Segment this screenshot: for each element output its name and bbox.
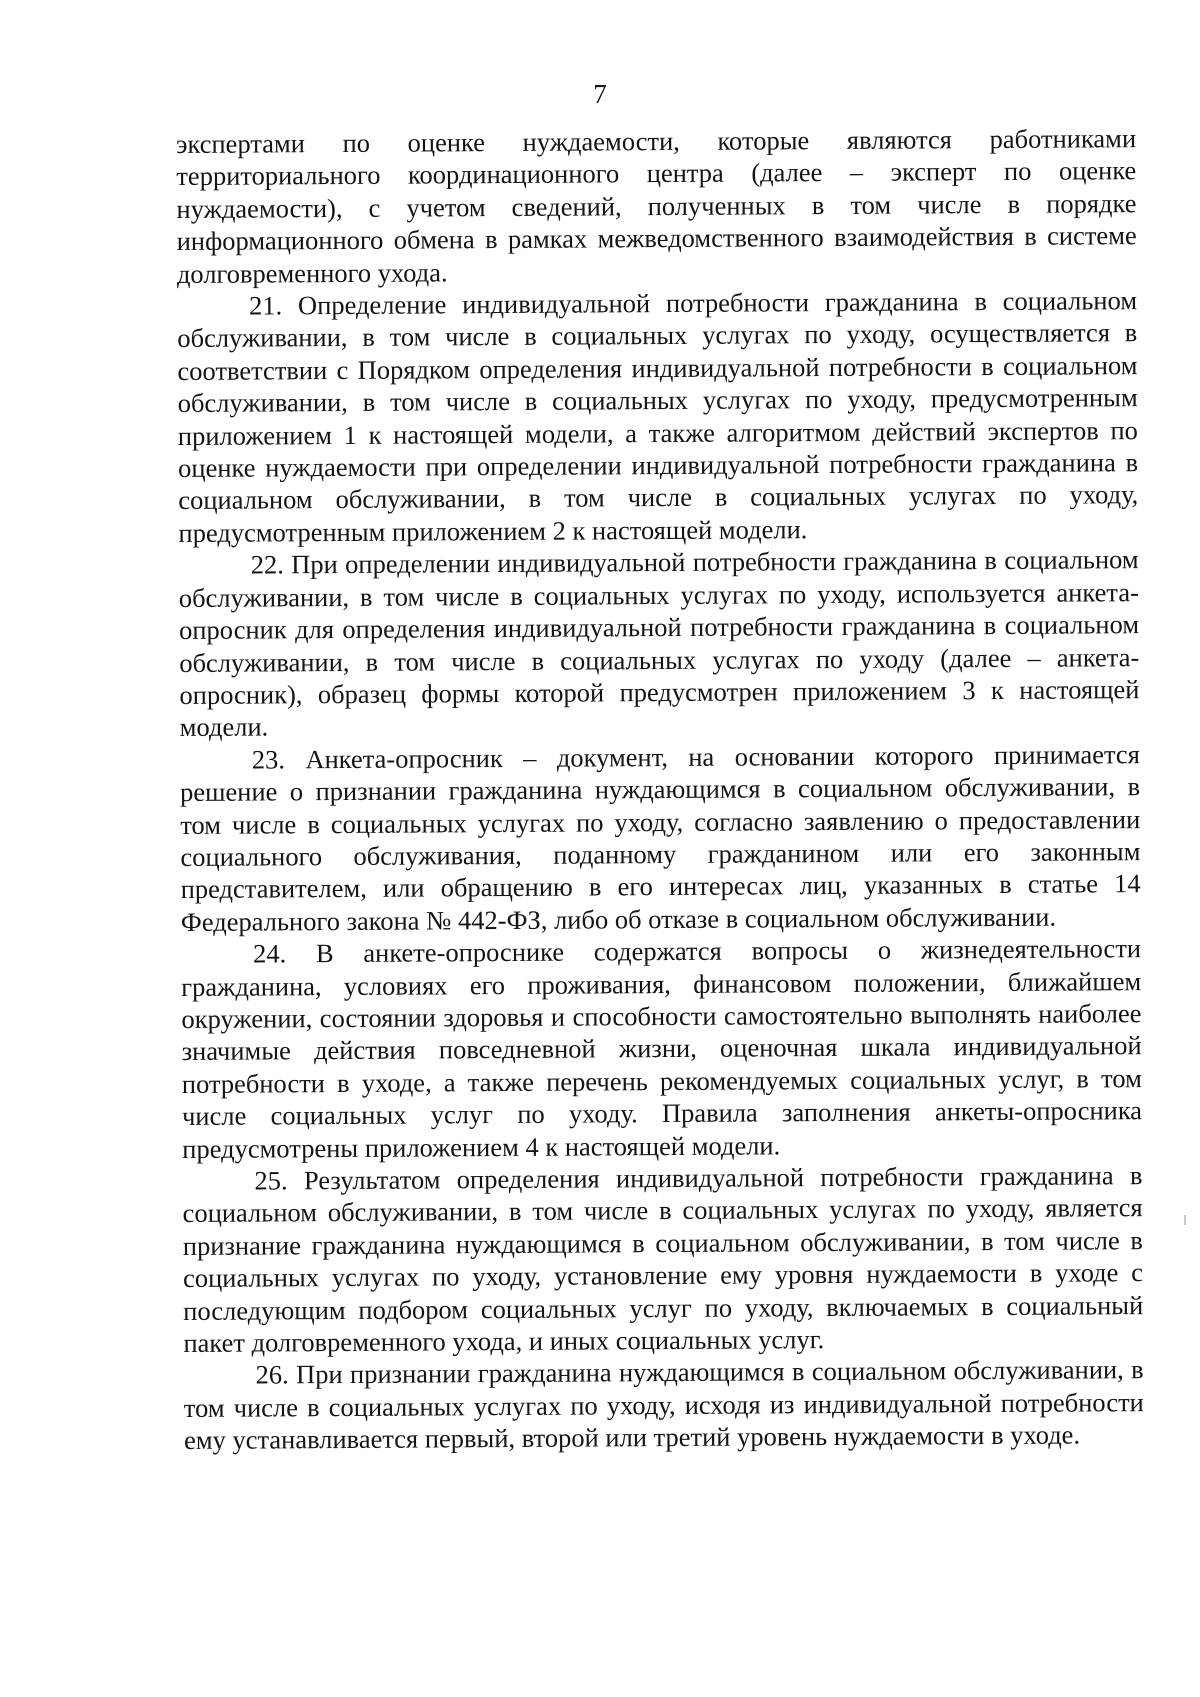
paragraph-25: 25. Результатом определения индивидуальной потребности гражданина в социальном обслуживании, в том числе в социальных услугах по уходу, является признание гражданина нуждающимся в социальном обслуживании, в том числе в социальных услугах по уходу, установление ему уровня нуждаемости в уходе с последующим подбором социальных услуг по уходу, включаемых в социальный пакет долговременного ухода, и иных социальных услуг.	[182, 1160, 1144, 1359]
paragraph-26: 26. При признании гражданина нуждающимся в социальном обслуживании, в том числе в социальных услугах по уходу, исходя из индивидуальной потребности ему устанавливается первый, второй или третий уровень нуждаемости в уходе.	[183, 1354, 1144, 1456]
document-body	[176, 122, 1144, 1456]
paragraph-24: 24. В анкете-опроснике содержатся вопросы о жизнедеятельности гражданина, условиях его проживания, финансовом положении, ближайшем окружении, состоянии здоровья и способности самостоятельно выполнять наиболее значимые действия повседневной жизни, оценочная шкала индивидуальной потребности в уходе, а также перечень рекомендуемых социальных услуг, в том числе социальных услуг по уходу. Правила заполнения анкеты-опросника предусмотрены приложением 4 к настоящей модели.	[181, 933, 1143, 1164]
scan-artifact	[1184, 1215, 1186, 1225]
paragraph-21: 21. Определение индивидуальной потребности гражданина в социальном обслуживании, в том числе в социальных услугах по уходу, осуществляется в соответствии с Порядком определения индивидуальной потребности в социальном обслуживании, в том числе в социальных услугах по уходу, предусмотренным приложением 1 к настоящей модели, а также алгоритмом действий экспертов по оценке нуждаемости при определении индивидуальной потребности гражданина в социальном обслуживании, в том числе в социальных услугах по уходу, предусмотренным приложением 2 к настоящей модели.	[177, 285, 1139, 548]
paragraph-22: 22. При определении индивидуальной потребности гражданина в социальном обслуживании, в том числе в социальных услугах по уходу, используется анкета-опросник для определения индивидуальной потребности гражданина в социальном обслуживании, в том числе в социальных услугах по уходу (далее – анкета-опросник), образец формы которой предусмотрен приложением 3 к настоящей модели.	[178, 544, 1140, 743]
page-number: 7	[593, 79, 607, 109]
paragraph-23: 23. Анкета-опросник – документ, на основании которого принимается решение о признании гражданина нуждающимся в социальном обслуживании, в том числе в социальных услугах по уходу, согласно заявлению о предоставлении социального обслуживания, поданному гражданином или его законным представителем, или обращению в его интересах лиц, указанных в статье 14 Федерального закона № 442-ФЗ, либо об отказе в социальном обслуживании.	[179, 738, 1141, 937]
paragraph-continuation: экспертами по оценке нуждаемости, которые являются работниками территориального координационного центра (далее – эксперт по оценке нуждаемости), с учетом сведений, полученных в том числе в порядке информационного обмена в рамках межведомственного взаимодействия в системе долговременного ухода.	[176, 123, 1137, 289]
